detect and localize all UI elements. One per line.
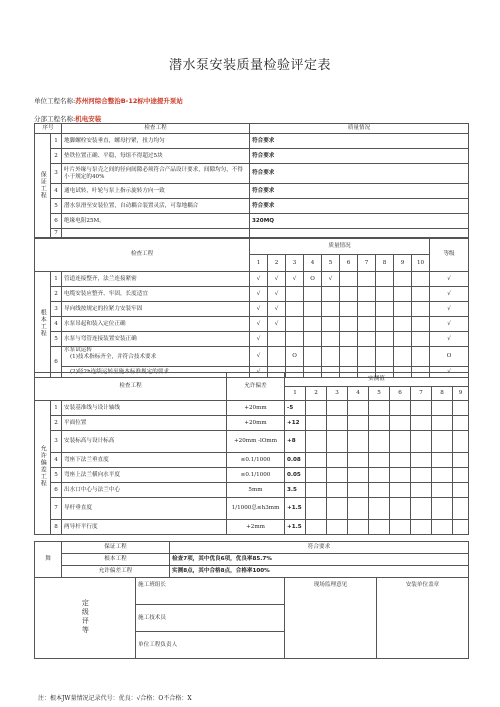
- row-no: 7: [51, 498, 62, 520]
- mark-cell: [394, 332, 412, 347]
- table-row: [35, 134, 469, 149]
- evaluation-table: [34, 541, 469, 578]
- row-quality: 符合要求: [250, 184, 469, 199]
- row-no: 4: [51, 184, 62, 199]
- basic-col-3: 3: [286, 255, 304, 272]
- measured-cell: [348, 483, 369, 498]
- row-item: 地脚螺栓安装垂直，螺母拧紧，扭力均匀: [62, 134, 250, 149]
- table-row: [35, 199, 469, 214]
- measured-cell: [453, 401, 469, 416]
- guarantee-section-text: 保证工程: [39, 170, 47, 199]
- row-no: 2: [51, 287, 62, 302]
- grade-cell: √: [430, 302, 469, 317]
- tol-col-2: 2: [306, 387, 327, 401]
- tol-col-8: 8: [432, 387, 453, 401]
- table-row: [35, 453, 469, 468]
- row-no: 3: [51, 164, 62, 184]
- mark-cell: [304, 287, 322, 302]
- measured-cell: [348, 431, 369, 453]
- measured-cell: [432, 401, 453, 416]
- measured-cell: [369, 520, 390, 535]
- grade-cell: √: [430, 317, 469, 332]
- measured-cell: [453, 483, 469, 498]
- mark-cell: [358, 302, 376, 317]
- measured-cell: [390, 468, 411, 483]
- mark-cell: [340, 287, 358, 302]
- measured-cell: [306, 520, 327, 535]
- grade-cell: O: [430, 347, 469, 367]
- mark-cell: [340, 347, 358, 367]
- mark-cell: √: [250, 302, 268, 317]
- signature-label-cell: [35, 578, 136, 659]
- eval-basic-label: 根本工程: [62, 554, 170, 566]
- basic-section: [35, 272, 51, 378]
- row-measured-1: +8: [285, 431, 306, 453]
- row-allow: +20mm -lOmm: [227, 431, 285, 453]
- table-row: [35, 149, 469, 164]
- tolerance-table: [34, 372, 469, 535]
- basic-col-7: 7: [358, 255, 376, 272]
- row-item: 通电试转，叶轮与泵上指示旋转方向一致: [62, 184, 250, 199]
- row-item: (2)经2h连续运转至施本标准规定的要求: [62, 367, 250, 378]
- measured-cell: [411, 453, 432, 468]
- row-no: 5: [51, 468, 62, 483]
- measured-cell: [453, 431, 469, 453]
- mark-cell: √: [250, 367, 268, 378]
- row-item: 弯座上法兰横向水平度: [62, 468, 227, 483]
- mark-cell: √: [322, 272, 340, 287]
- measured-cell: [411, 498, 432, 520]
- measured-cell: [432, 468, 453, 483]
- guarantee-table: [34, 123, 469, 239]
- measured-cell: [306, 483, 327, 498]
- row-no: 6: [51, 483, 62, 498]
- row-no: 2: [51, 416, 62, 431]
- row-measured-1: -5: [285, 401, 306, 416]
- row-item: 安装标高与设计标高: [62, 431, 227, 453]
- measured-cell: [432, 453, 453, 468]
- mark-cell: [394, 287, 412, 302]
- unit-project-value: 苏州河综合整治B-12标中途提升泵站: [75, 97, 183, 105]
- row-no: 5: [51, 332, 62, 347]
- measured-cell: [453, 498, 469, 520]
- grade-cell: √: [430, 332, 469, 347]
- mark-cell: [412, 332, 430, 347]
- row-no: 5: [51, 199, 62, 214]
- measured-cell: [432, 431, 453, 453]
- measured-cell: [348, 453, 369, 468]
- mark-cell: √: [268, 317, 286, 332]
- basic-col-4: 4: [304, 255, 322, 272]
- basic-section-text: 根本工程: [39, 309, 47, 337]
- measured-cell: [411, 431, 432, 453]
- measured-cell: [327, 416, 348, 431]
- evaluation-label: 舞: [35, 542, 62, 578]
- measured-cell: [453, 520, 469, 535]
- sig-construction: 安装单位盖章: [377, 578, 469, 659]
- row-quality: 符合要求: [250, 134, 469, 149]
- mark-cell: [376, 332, 394, 347]
- row-item: 叶片外缘与泵壳之间的径向间隙必须符合产品设计要求，间隙均匀，不得小于规定的40%: [62, 164, 250, 184]
- eval-allow-label: 允许偏差工程: [62, 566, 170, 578]
- row6-line1: 水泵试运转: [64, 347, 92, 353]
- measured-cell: [390, 401, 411, 416]
- table-row: [35, 164, 469, 184]
- tolerance-section: [35, 401, 51, 535]
- row-item: 导杆垂直度: [62, 498, 227, 520]
- basic-col-6: 6: [340, 255, 358, 272]
- header-item: 检查工程: [62, 124, 250, 134]
- mark-cell: [376, 317, 394, 332]
- measured-cell: [327, 431, 348, 453]
- guarantee-section: [35, 134, 51, 239]
- basic-header-grade: 等级: [430, 238, 469, 272]
- mark-cell: [268, 332, 286, 347]
- mark-cell: [340, 272, 358, 287]
- mark-cell: [412, 317, 430, 332]
- mark-cell: [412, 272, 430, 287]
- row-item: 管道连接整齐，法兰连接紧密: [62, 272, 250, 287]
- basic-col-10: 10: [412, 255, 430, 272]
- sub-project-value: 机电安装: [75, 115, 102, 123]
- row-item: 安装基准线与设计轴线: [62, 401, 227, 416]
- mark-cell: [358, 347, 376, 367]
- table-row: [35, 520, 469, 535]
- signature-label: 定级评等: [81, 598, 90, 635]
- grade-cell: √: [430, 367, 469, 378]
- mark-cell: √: [268, 302, 286, 317]
- table-row: [35, 416, 469, 431]
- row-measured-1: 0.08: [285, 453, 306, 468]
- mark-cell: [322, 347, 340, 367]
- basic-col-1: 1: [250, 255, 268, 272]
- grade-cell: √: [430, 287, 469, 302]
- mark-cell: [358, 317, 376, 332]
- measured-cell: [453, 468, 469, 483]
- table-row: [35, 302, 469, 317]
- measured-cell: [390, 498, 411, 520]
- mark-cell: [376, 302, 394, 317]
- unit-project-line: [34, 96, 183, 105]
- table-row: [35, 468, 469, 483]
- measured-cell: [348, 401, 369, 416]
- tol-header-allow: 允许偏差: [227, 373, 285, 401]
- row-item: 平面位置: [62, 416, 227, 431]
- table-row: [35, 347, 469, 367]
- measured-cell: [411, 483, 432, 498]
- mark-cell: [376, 347, 394, 367]
- mark-cell: √: [250, 317, 268, 332]
- eval-guarantee-label: 保证工程: [62, 542, 170, 554]
- measured-cell: [369, 498, 390, 520]
- measured-cell: [432, 498, 453, 520]
- basic-col-9: 9: [394, 255, 412, 272]
- row-item: 弯座下法兰垂直度: [62, 453, 227, 468]
- measured-cell: [369, 483, 390, 498]
- eval-allow-value: 实测8点，其中合格8点，合格率100%: [170, 566, 469, 578]
- row-allow: +2mm: [227, 520, 285, 535]
- row-allow: +20mm: [227, 416, 285, 431]
- header-no: 序号: [35, 124, 62, 134]
- mark-cell: [286, 332, 304, 347]
- mark-cell: √: [268, 287, 286, 302]
- mark-cell: [394, 272, 412, 287]
- measured-cell: [348, 498, 369, 520]
- measured-cell: [390, 416, 411, 431]
- measured-cell: [369, 431, 390, 453]
- measured-cell: [348, 468, 369, 483]
- eval-guarantee-value: 符合要求: [170, 542, 469, 554]
- row-measured-1: +1.5: [285, 520, 306, 535]
- measured-cell: [390, 431, 411, 453]
- row-no: 6: [51, 214, 62, 229]
- row-no: 4: [51, 317, 62, 332]
- basic-header-quality: 质量情况: [250, 238, 430, 255]
- row-allow: ≤0.1/1000: [227, 468, 285, 483]
- row-no: 1: [51, 401, 62, 416]
- mark-cell: [412, 347, 430, 367]
- unit-project-label: 单位工程名称:: [34, 97, 76, 105]
- measured-cell: [432, 483, 453, 498]
- tol-col-3: 3: [327, 387, 348, 401]
- row-item: 导向线按规定的拉紧力安装牢固: [62, 302, 250, 317]
- row-allow: 1/1000总≤h3mm: [227, 498, 285, 520]
- mark-cell: [322, 302, 340, 317]
- row-no: 1: [51, 272, 62, 287]
- measured-cell: [348, 520, 369, 535]
- mark-cell: [304, 332, 322, 347]
- measured-cell: [453, 416, 469, 431]
- grade-cell: √: [430, 272, 469, 287]
- measured-cell: [411, 401, 432, 416]
- row-item: 水泵吊起和装入定位正确: [62, 317, 250, 332]
- measured-cell: [306, 431, 327, 453]
- signature-table: [34, 577, 469, 659]
- sig-tech-staff: 施工技术员: [136, 605, 285, 632]
- mark-cell: [322, 332, 340, 347]
- row-no: 4: [51, 453, 62, 468]
- table-row: [35, 184, 469, 199]
- mark-cell: [304, 302, 322, 317]
- table-row: [35, 498, 469, 520]
- mark-cell: [340, 317, 358, 332]
- row-allow: ≤0.1/1000: [227, 453, 285, 468]
- tol-col-4: 4: [348, 387, 369, 401]
- tol-col-1: 1: [285, 387, 306, 401]
- row-quality: 符合要求: [250, 199, 469, 214]
- measured-cell: [327, 520, 348, 535]
- measured-cell: [306, 468, 327, 483]
- row-no: 3: [51, 302, 62, 317]
- mark-cell: √: [250, 287, 268, 302]
- table-row: [35, 332, 469, 347]
- table-row: [35, 431, 469, 453]
- mark-cell: [268, 347, 286, 367]
- row-quality: 320MQ: [250, 214, 469, 229]
- tol-header-item: 检查工程: [35, 373, 227, 401]
- measured-cell: [306, 416, 327, 431]
- row6-line2: (1)技术指标齐全，并符合技术要求: [70, 353, 157, 360]
- sub-project-line: [34, 114, 101, 123]
- mark-cell: [340, 332, 358, 347]
- measured-cell: [411, 416, 432, 431]
- mark-cell: [286, 302, 304, 317]
- mark-cell: [322, 287, 340, 302]
- table-row: [35, 317, 469, 332]
- row-item: 潜水泵滑至安装位置，自动耦合装置灵活，可靠地耦合: [62, 199, 250, 214]
- basic-table: [34, 237, 469, 378]
- mark-cell: [322, 317, 340, 332]
- tolerance-section-text: 允许偏差工程: [39, 445, 47, 487]
- mark-cell: [358, 332, 376, 347]
- mark-cell: [358, 272, 376, 287]
- mark-cell: √: [286, 272, 304, 287]
- sub-project-label: 分部工程名称:: [34, 115, 76, 123]
- mark-cell: O: [304, 272, 322, 287]
- row-quality: 符合要求: [250, 149, 469, 164]
- measured-cell: [453, 453, 469, 468]
- row-item: 垫铁位置正确、平稳，每组不得超过5块: [62, 149, 250, 164]
- table-row: [35, 287, 469, 302]
- row-item: 出水口中心与法兰中心: [62, 483, 227, 498]
- measured-cell: [306, 453, 327, 468]
- measured-cell: [432, 520, 453, 535]
- measured-cell: [390, 483, 411, 498]
- row-item: [62, 347, 250, 367]
- row-measured-1: 0.05: [285, 468, 306, 483]
- row-item: 水泵与弯管连接装置安装正确: [62, 332, 250, 347]
- row-no: 3: [51, 431, 62, 453]
- measured-cell: [432, 416, 453, 431]
- row-allow: 5mm: [227, 483, 285, 498]
- mark-cell: [340, 302, 358, 317]
- measured-cell: [390, 520, 411, 535]
- measured-cell: [369, 453, 390, 468]
- row-measured-1: +1.5: [285, 498, 306, 520]
- tol-col-7: 7: [411, 387, 432, 401]
- row-item: 两导杆平行度: [62, 520, 227, 535]
- mark-cell: [358, 287, 376, 302]
- measured-cell: [411, 468, 432, 483]
- mark-cell: √: [250, 347, 268, 367]
- measured-cell: [306, 498, 327, 520]
- table-row: [35, 272, 469, 287]
- row-item: 电缆安装应整齐、牢固，长度适宜: [62, 287, 250, 302]
- row-no: 7: [51, 229, 62, 239]
- tol-col-9: 9: [453, 387, 469, 401]
- measured-cell: [369, 401, 390, 416]
- tol-col-5: 5: [369, 387, 390, 401]
- row-item: 绝缘电阻25M。: [62, 214, 250, 229]
- mark-cell: [286, 317, 304, 332]
- measured-cell: [369, 416, 390, 431]
- mark-cell: [412, 287, 430, 302]
- sig-supervisor: 现场监理意见: [285, 578, 377, 659]
- measured-cell: [411, 520, 432, 535]
- table-row: [35, 483, 469, 498]
- measured-cell: [348, 416, 369, 431]
- basic-header-item: 检查工程: [35, 238, 250, 272]
- sig-team-leader: 施工班组长: [136, 578, 285, 605]
- row-no: 1: [51, 134, 62, 149]
- row-no: 8: [51, 520, 62, 535]
- mark-cell: [304, 347, 322, 367]
- mark-cell: [412, 302, 430, 317]
- row-no: 2: [51, 149, 62, 164]
- mark-cell: √: [268, 272, 286, 287]
- basic-col-2: 2: [268, 255, 286, 272]
- row-measured-1: +12: [285, 416, 306, 431]
- mark-cell: √: [250, 332, 268, 347]
- sig-unit-leader: 单位工程负责人: [136, 632, 285, 659]
- eval-basic-value: 检查7项，其中优良6项，优良率85.7%: [170, 554, 469, 566]
- basic-col-5: 5: [322, 255, 340, 272]
- mark-cell: [376, 287, 394, 302]
- measured-cell: [327, 453, 348, 468]
- mark-cell: √: [250, 272, 268, 287]
- mark-cell: [286, 287, 304, 302]
- measured-cell: [327, 468, 348, 483]
- measured-cell: [369, 468, 390, 483]
- mark-cell: [394, 317, 412, 332]
- row-no: 6: [51, 347, 62, 378]
- tol-header-measured: 实测值: [285, 373, 469, 387]
- row-quality: 符合要求: [250, 164, 469, 184]
- row-measured-1: 3.5: [285, 483, 306, 498]
- header-quality: 质量情况: [250, 124, 469, 134]
- table-row: [35, 401, 469, 416]
- mark-cell: [304, 317, 322, 332]
- table-row: [35, 214, 469, 229]
- measured-cell: [390, 453, 411, 468]
- mark-cell: O: [286, 347, 304, 367]
- mark-cell: [394, 302, 412, 317]
- row-allow: +20mm: [227, 401, 285, 416]
- basic-col-8: 8: [376, 255, 394, 272]
- mark-cell: [394, 347, 412, 367]
- page-title: 潜水泵安装质量检验评定表: [168, 58, 331, 73]
- measured-cell: [327, 483, 348, 498]
- measured-cell: [306, 401, 327, 416]
- measured-cell: [327, 401, 348, 416]
- tol-col-6: 6: [390, 387, 411, 401]
- mark-cell: [376, 272, 394, 287]
- footnote: 注：根本JW量情况记录代号：优良：√合格：O不合格：X: [38, 695, 192, 702]
- measured-cell: [327, 498, 348, 520]
